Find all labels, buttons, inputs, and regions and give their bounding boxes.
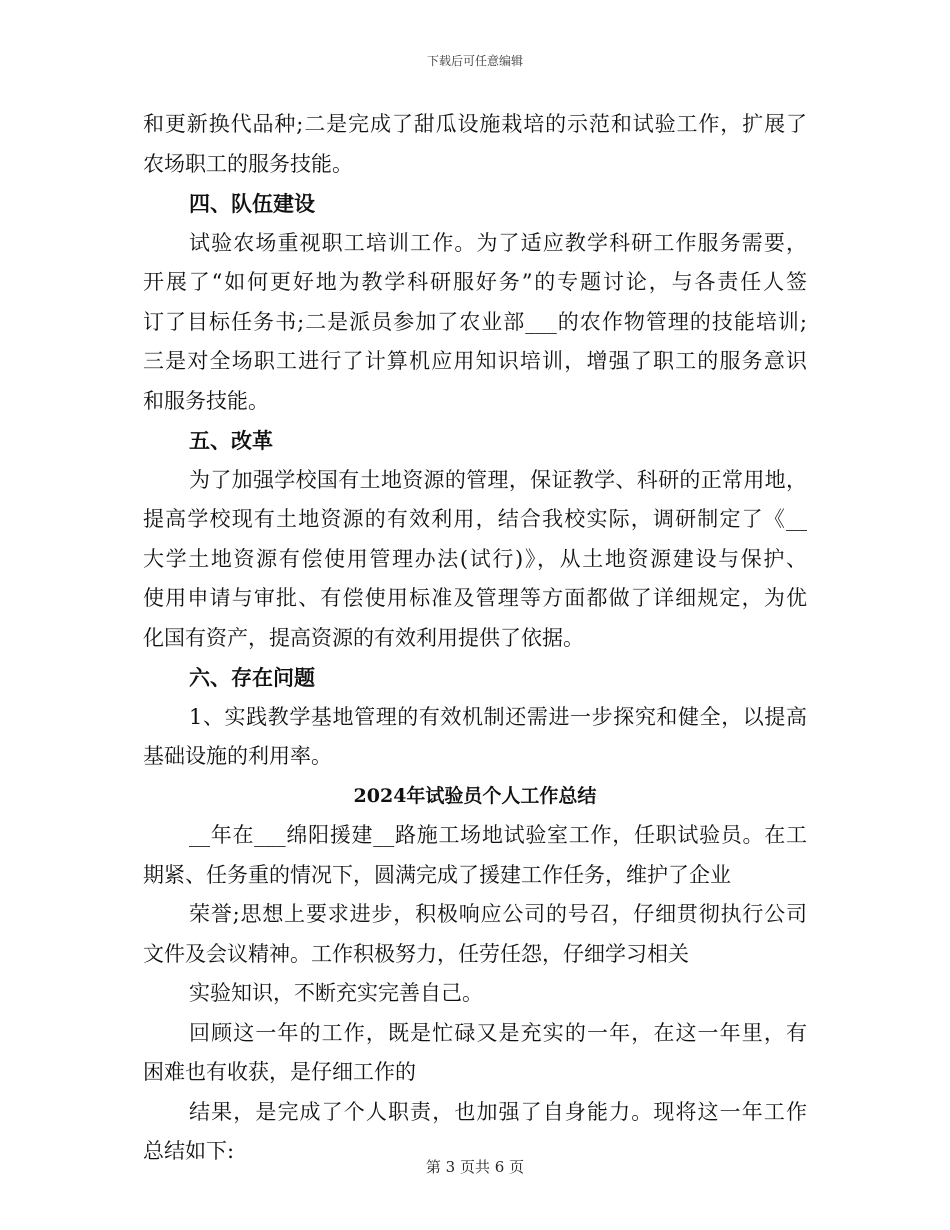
body-text-line: 和更新换代品种;二是完成了甜瓜设施栽培的示范和试验工作，扩展了	[143, 112, 807, 136]
section-heading: 四、队伍建设	[189, 191, 315, 216]
body-text-line: 总结如下:	[143, 1139, 235, 1163]
body-text-line: 开展了“如何更好地为教学科研服好务”的专题讨论，与各责任人签	[143, 270, 807, 294]
paragraph-first-line: 试验农场重视职工培训工作。为了适应教学科研工作服务需要，	[189, 230, 807, 255]
paragraph-first-line: 为了加强学校国有土地资源的管理，保证教学、科研的正常用地，	[189, 467, 807, 492]
page-footer: 第 3 页共 6 页	[425, 1158, 525, 1176]
body-text-line: 基础设施的利用率。	[143, 744, 332, 768]
section-heading: 五、改革	[189, 428, 273, 453]
body-text-line: 大学土地资源有偿使用管理办法(试行)》，从土地资源建设与保护、	[143, 546, 807, 571]
body-text-line: 使用申请与审批、有偿使用标准及管理等方面都做了详细规定，为优	[143, 586, 807, 610]
document-body	[143, 105, 807, 1172]
body-text-line: 文件及会议精神。工作积极努力，任劳任怨，仔细学习相关	[143, 941, 689, 966]
body-text-line: 和服务技能。	[143, 388, 269, 413]
page-header: 下载后可任意编辑	[426, 54, 523, 68]
body-text-line: 期紧、任务重的情况下，圆满完成了援建工作任务，维护了企业	[143, 862, 731, 887]
body-text-line: 提高学校现有土地资源的有效利用，结合我校实际，调研制定了《__	[143, 507, 807, 531]
paragraph-first-line: __年在___绵阳援建__路施工场地试验室工作，任职试验员。在工	[189, 823, 807, 847]
body-text-line: 化国有资产，提高资源的有效利用提供了依据。	[143, 625, 584, 650]
document-title: 2024年试验员个人工作总结	[353, 784, 597, 807]
body-text-line: 农场职工的服务技能。	[143, 151, 353, 176]
section-heading: 六、存在问题	[189, 665, 315, 690]
paragraph-first-line: 实验知识，不断充实完善自己。	[189, 981, 483, 1005]
paragraph-first-line: 回顾这一年的工作，既是忙碌又是充实的一年，在这一年里，有	[189, 1020, 807, 1045]
paragraph-first-line: 结果，是完成了个人职责，也加强了自身能力。现将这一年工作	[189, 1099, 807, 1124]
body-text-line: 困难也有收获，是仔细工作的	[143, 1060, 416, 1084]
paragraph-first-line: 1、实践教学基地管理的有效机制还需进一步探究和健全，以提高	[189, 704, 807, 729]
paragraph-first-line: 荣誉;思想上要求进步，积极响应公司的号召，仔细贯彻执行公司	[189, 902, 807, 926]
body-text-line: 订了目标任务书;二是派员参加了农业部___的农作物管理的技能培训;	[143, 309, 807, 334]
body-text-line: 三是对全场职工进行了计算机应用知识培训，增强了职工的服务意识	[143, 349, 807, 373]
